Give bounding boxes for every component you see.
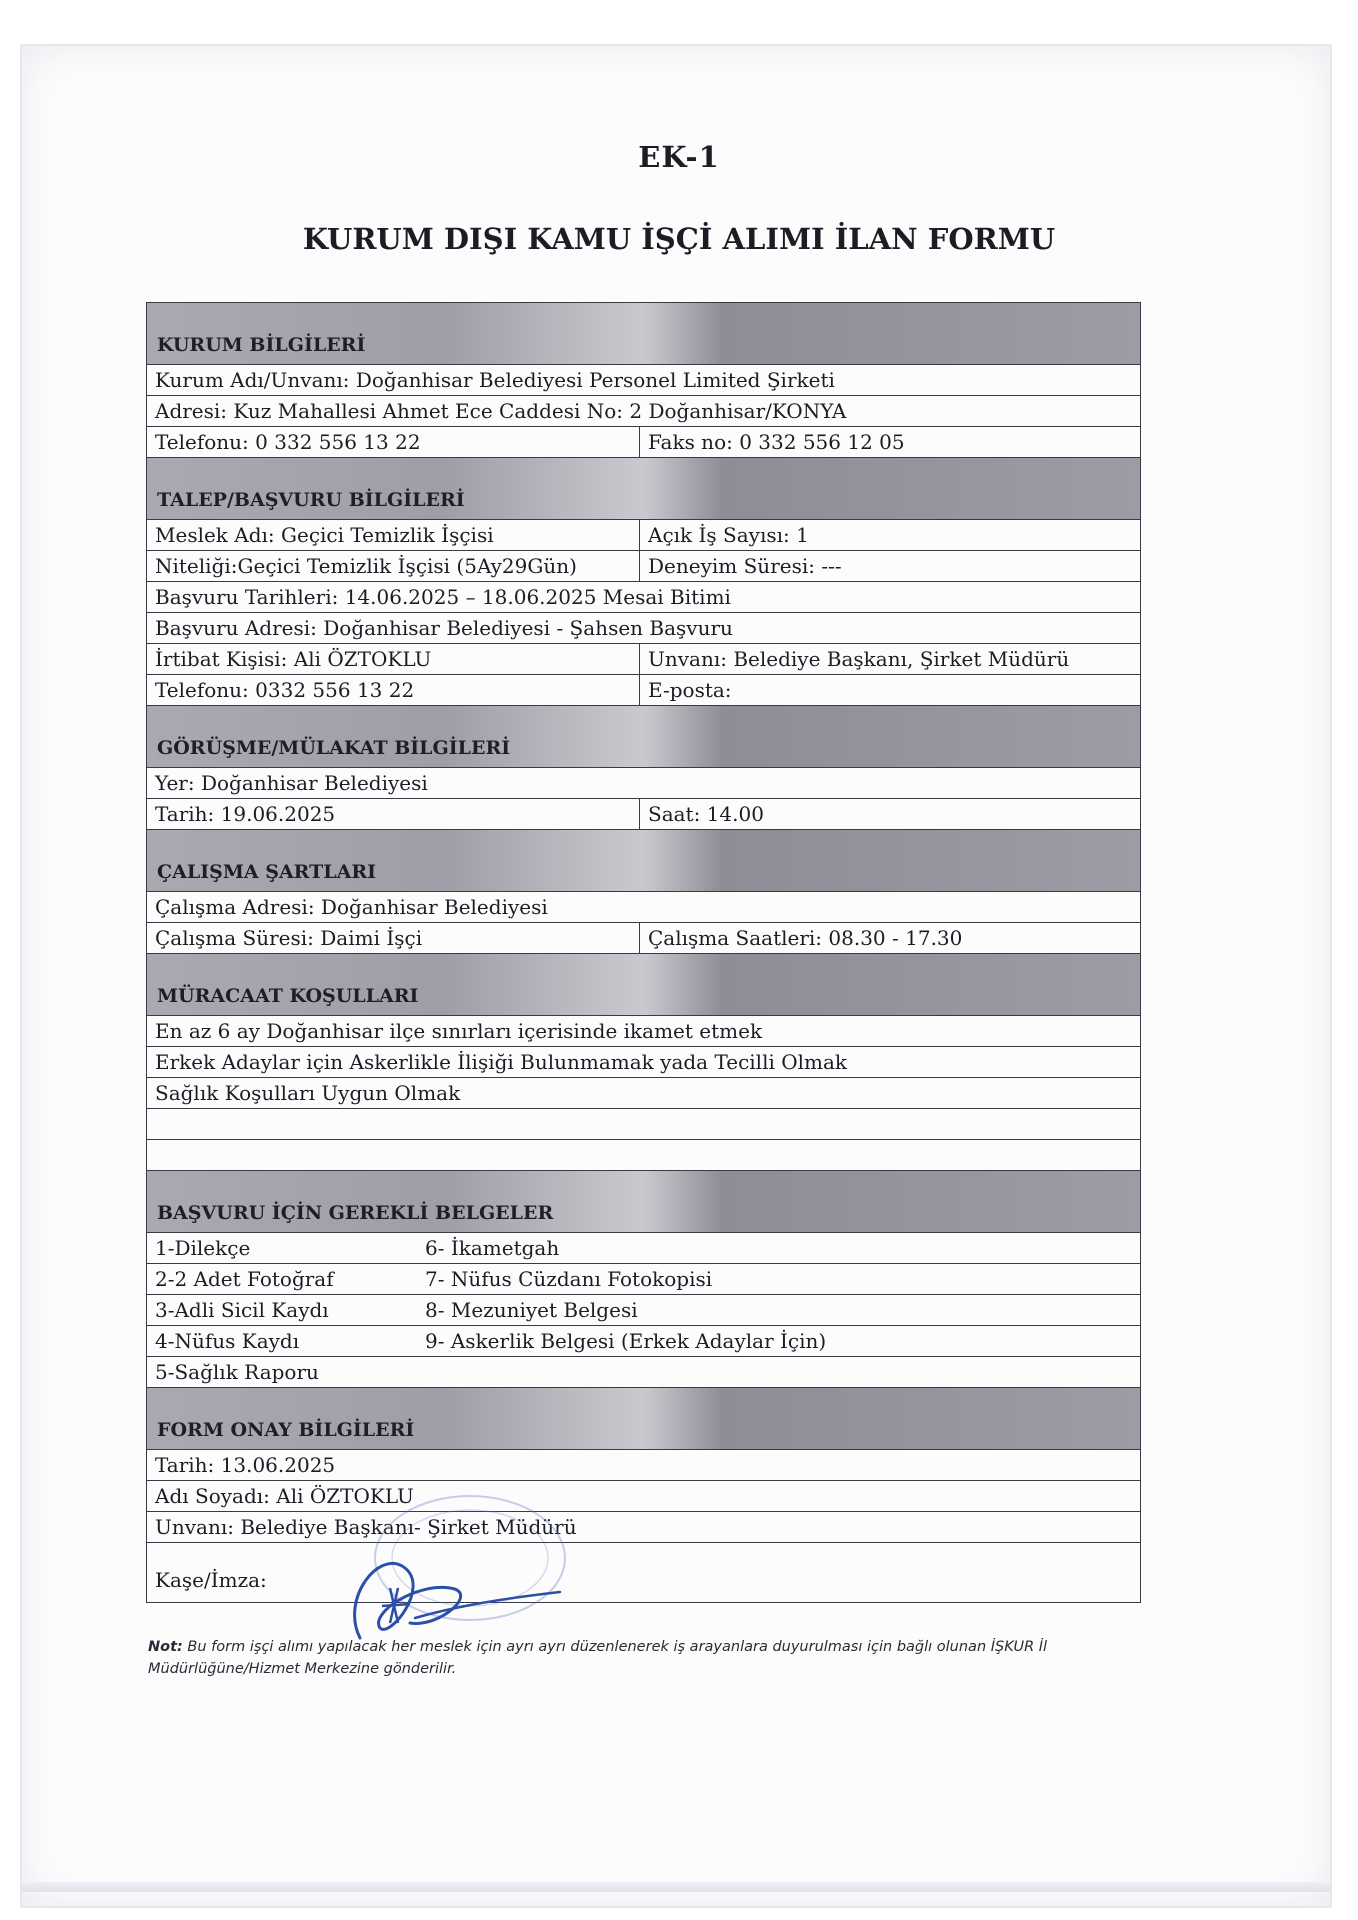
section-calisma-heading: ÇALIŞMA ŞARTLARI — [147, 830, 1140, 892]
belge-row — [147, 1233, 1140, 1264]
kurum-faks: Faks no: 0 332 556 12 05 — [648, 430, 905, 454]
gorusme-tarih: Tarih: 19.06.2025 — [147, 799, 640, 829]
muracaat-item-text — [147, 1140, 1140, 1170]
calisma-saatleri: Çalışma Saatleri: 08.30 - 17.30 — [648, 926, 963, 950]
kurum-adres: Adresi: Kuz Mahallesi Ahmet Ece Caddesi No: 2 Doğanhisar/KONYA — [155, 399, 847, 423]
kurum-iletisim-row — [147, 427, 1140, 458]
muracaat-item — [147, 1016, 1140, 1047]
document-reference: EK-1 — [638, 140, 720, 174]
talep-adres-row — [147, 613, 1140, 644]
note-label: Not: — [148, 1639, 183, 1655]
kurum-adi: Kurum Adı/Unvanı: Doğanhisar Belediyesi Personel Limited Şirketi — [155, 368, 835, 392]
gorusme-yer-row — [147, 768, 1140, 799]
talep-nitelik-row — [147, 551, 1140, 582]
onay-unvani: Unvanı: Belediye Başkanı- Şirket Müdürü — [155, 1515, 577, 1539]
belge-row — [147, 1264, 1140, 1295]
section-muracaat-heading: MÜRACAAT KOŞULLARI — [147, 954, 1140, 1016]
belge-right: 7- Nüfus Cüzdanı Fotokopisi — [425, 1267, 713, 1291]
muracaat-item — [147, 1109, 1140, 1140]
talep-tarihler: Başvuru Tarihleri: 14.06.2025 – 18.06.2025 Mesai Bitimi — [155, 585, 731, 609]
document-title: KURUM DIŞI KAMU İŞÇİ ALIMI İLAN FORMU — [302, 222, 1056, 256]
onay-unvan-row — [147, 1512, 1140, 1543]
kurum-adi-row — [147, 365, 1140, 396]
section-onay-heading: FORM ONAY BİLGİLERİ — [147, 1388, 1140, 1450]
onay-tarih-row — [147, 1450, 1140, 1481]
calisma-sure-row — [147, 923, 1140, 954]
talep-telefon-row — [147, 675, 1140, 706]
talep-adres: Başvuru Adresi: Doğanhisar Belediyesi - Şahsen Başvuru — [155, 616, 733, 640]
note-text: Bu form işçi alımı yapılacak her meslek için ayrı ayrı düzenlenerek iş arayanlara duyurulması için bağlı olunan İŞKUR İl Müdürlüğüne/Hizmet Merkezine gönderilir. — [148, 1639, 1048, 1677]
onay-adi-soyadi: Adı Soyadı: Ali ÖZTOKLU — [155, 1484, 414, 1508]
section-belgeler-heading: BAŞVURU İÇİN GEREKLİ BELGELER — [147, 1171, 1140, 1233]
talep-deneyim: Deneyim Süresi: --- — [648, 554, 842, 578]
onay-tarih: Tarih: 13.06.2025 — [155, 1453, 336, 1477]
onay-kase-imza: Kaşe/İmza: — [155, 1568, 267, 1592]
talep-unvani: Unvanı: Belediye Başkanı, Şirket Müdürü — [648, 647, 1070, 671]
talep-irtibat-row — [147, 644, 1140, 675]
muracaat-item-text: Sağlık Koşulları Uygun Olmak — [155, 1081, 461, 1105]
belge-right: 6- İkametgah — [425, 1236, 560, 1260]
talep-acik-is: Açık İş Sayısı: 1 — [648, 523, 809, 547]
muracaat-item — [147, 1140, 1140, 1171]
onay-kase-row — [147, 1543, 1140, 1603]
belge-left: 1-Dilekçe — [155, 1236, 251, 1260]
belge-row — [147, 1357, 1140, 1388]
gorusme-saat: Saat: 14.00 — [648, 802, 764, 826]
belge-row — [147, 1326, 1140, 1357]
belge-left: 3-Adli Sicil Kaydı — [155, 1298, 329, 1322]
talep-telefon: Telefonu: 0332 556 13 22 — [147, 675, 640, 705]
muracaat-item — [147, 1047, 1140, 1078]
section-kurum-heading: KURUM BİLGİLERİ — [147, 303, 1140, 365]
talep-niteligi: Niteliği:Geçici Temizlik İşçisi (5Ay29Gün) — [147, 551, 640, 581]
gorusme-yer: Yer: Doğanhisar Belediyesi — [155, 771, 428, 795]
belge-left: 2-2 Adet Fotoğraf — [155, 1267, 334, 1291]
talep-irtibat: İrtibat Kişisi: Ali ÖZTOKLU — [147, 644, 640, 674]
calisma-adres-row — [147, 892, 1140, 923]
talep-eposta: E-posta: — [648, 678, 732, 702]
muracaat-item-text — [147, 1109, 1140, 1139]
gorusme-tarih-row — [147, 799, 1140, 830]
kurum-adres-row — [147, 396, 1140, 427]
muracaat-item — [147, 1078, 1140, 1109]
calisma-adres: Çalışma Adresi: Doğanhisar Belediyesi — [155, 895, 548, 919]
muracaat-item-text: En az 6 ay Doğanhisar ilçe sınırları içerisinde ikamet etmek — [155, 1019, 763, 1043]
talep-meslek: Meslek Adı: Geçici Temizlik İşçisi — [147, 520, 640, 550]
muracaat-item-text: Erkek Adaylar için Askerlikle İlişiği Bulunmamak yada Tecilli Olmak — [155, 1050, 848, 1074]
belge-left: 5-Sağlık Raporu — [155, 1360, 319, 1384]
belge-right: 8- Mezuniyet Belgesi — [425, 1298, 638, 1322]
section-talep-heading: TALEP/BAŞVURU BİLGİLERİ — [147, 458, 1140, 520]
onay-adi-row — [147, 1481, 1140, 1512]
footer-note — [148, 1636, 1148, 1680]
talep-meslek-row — [147, 520, 1140, 551]
kurum-telefon: Telefonu: 0 332 556 13 22 — [147, 427, 640, 457]
belge-right: 9- Askerlik Belgesi (Erkek Adaylar İçin) — [425, 1329, 827, 1353]
section-gorusme-heading: GÖRÜŞME/MÜLAKAT BİLGİLERİ — [147, 706, 1140, 768]
form-table — [146, 302, 1141, 1603]
talep-tarihler-row — [147, 582, 1140, 613]
belge-row — [147, 1295, 1140, 1326]
belge-left: 4-Nüfus Kaydı — [155, 1329, 300, 1353]
calisma-suresi: Çalışma Süresi: Daimi İşçi — [147, 923, 640, 953]
